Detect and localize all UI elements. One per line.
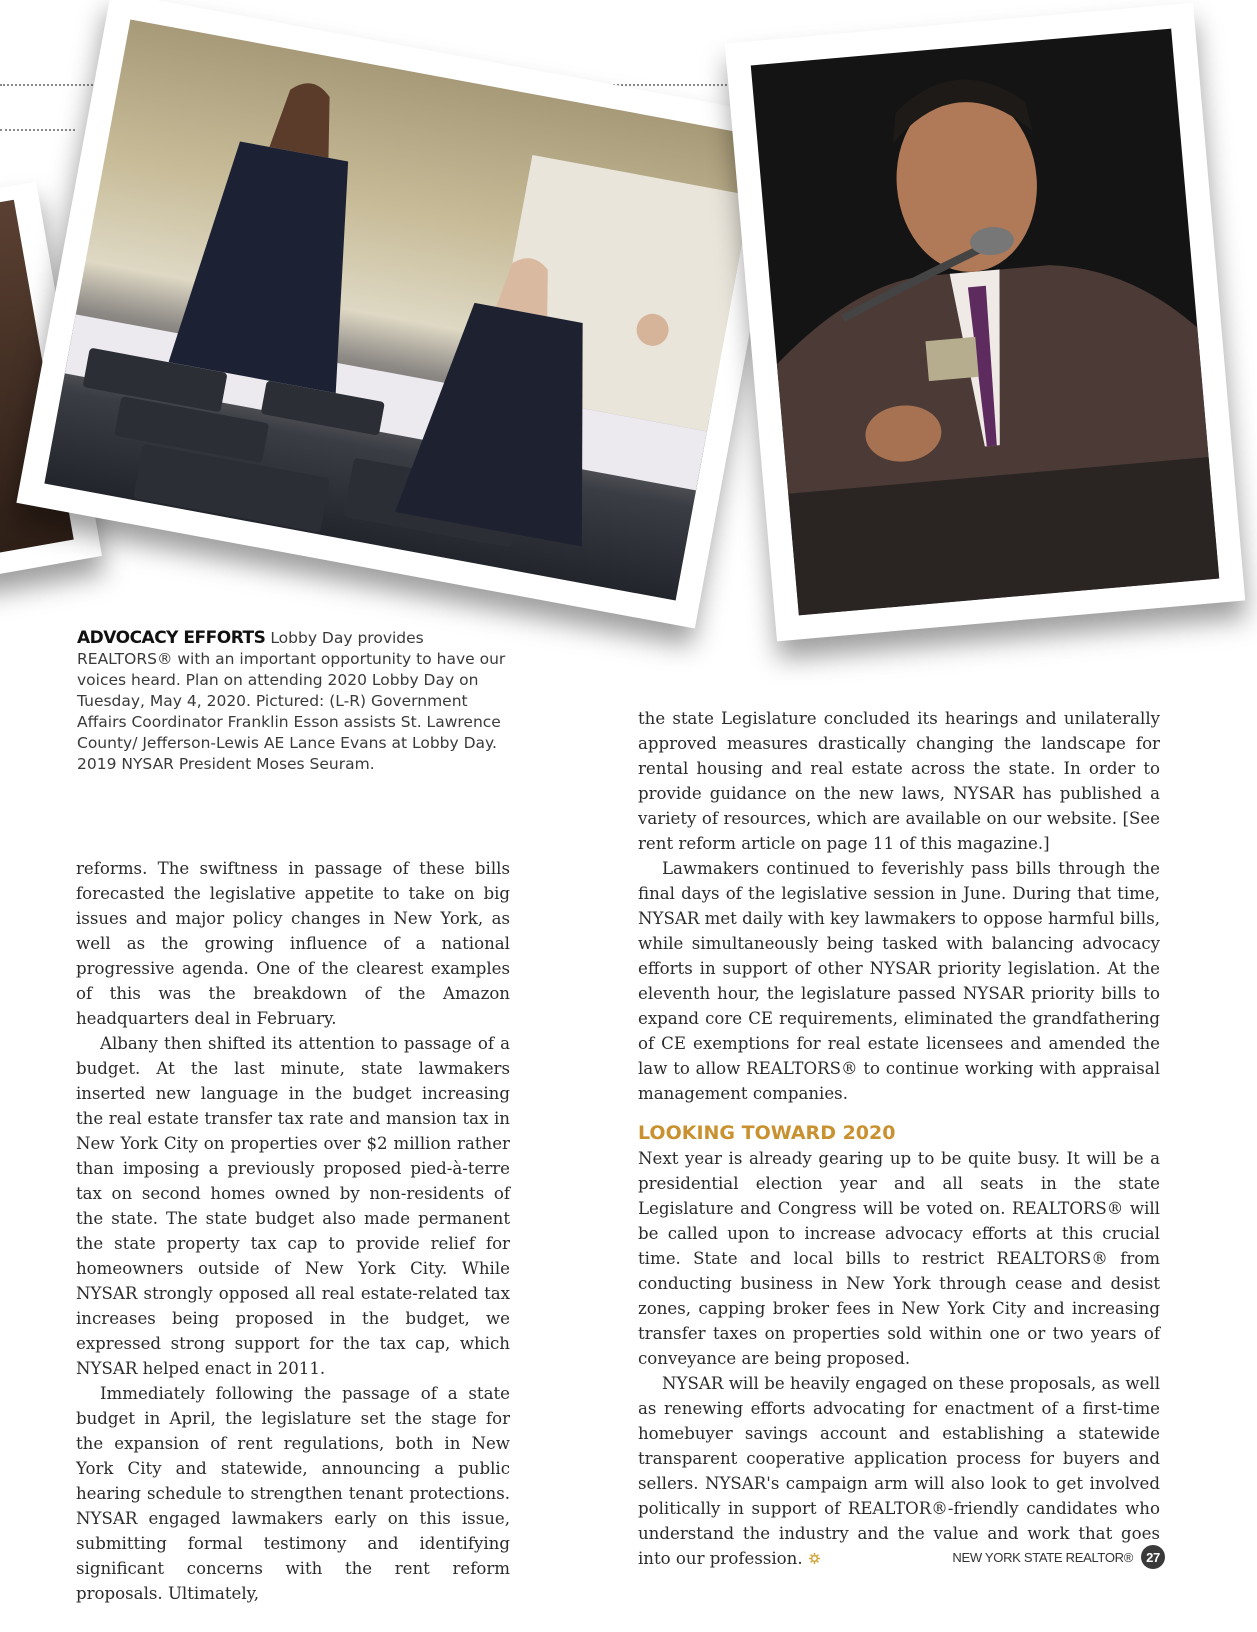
lobby-day-illustration	[44, 19, 761, 600]
caption-kicker: ADVOCACY EFFORTS	[77, 628, 266, 648]
speaker-photo-frame	[725, 3, 1246, 642]
speaker-photo	[751, 29, 1220, 616]
right-column	[638, 706, 1160, 1571]
right-paragraph-1: the state Legislature concluded its hearings and unilaterally approved measures drastically changing the landscape for rental housing and real estate across the state. In order to provide guidance on the new laws, NYSAR has published a variety of resources, which are available on our website. [See rent reform article on page 11 of this magazine.]	[638, 709, 1160, 853]
lobby-day-photo	[44, 19, 761, 600]
lobby-day-photo-frame	[16, 0, 789, 629]
dotted-rule	[0, 84, 105, 86]
speaker-illustration	[751, 29, 1220, 616]
left-paragraph-3: Immediately following the passage of a state budget in April, the legislature set the stage for the expansion of rent regulations, both in New York City and statewide, announcing a public hearing schedule to strengthen tenant protections. NYSAR engaged lawmakers early on this issue, submitting formal testimony and identifying significant concerns with the rent reform proposals. Ultimately,	[76, 1384, 510, 1603]
caption-text: Lobby Day provides REALTORS® with an important opportunity to have our voices heard. Plan on attending 2020 Lobby Day on Tuesday, May 4, 2020. Pictured: (L-R) Government Affairs Coordinator Franklin Esson assists St. Lawrence County/ Jefferson-Lewis AE Lance Evans at Lobby Day. 2019 NYSAR President Moses Seuram.	[77, 629, 506, 773]
section-paragraph-1: Next year is already gearing up to be quite busy. It will be a presidential election year and all seats in the state Legislature and Congress will be voted on. REALTORS® will be called upon to increase advocacy efforts at this crucial time. State and local bills to restrict REALTORS® from conducting business in New York through cease and desist zones, capping broker fees in New York City and increasing transfer taxes on properties sold within one or two years of conveyance are being proposed.	[638, 1149, 1160, 1368]
left-paragraph-2: Albany then shifted its attention to passage of a budget. At the last minute, state lawmakers inserted new language in the budget increasing the real estate transfer tax rate and mansion tax in New York City on properties over $2 million rather than imposing a previously proposed pied-à-terre tax on second homes owned by non-residents of the state. The state budget also made permanent the state property tax cap to provide relief for homeowners outside of New York City. While NYSAR strongly opposed all real estate-related tax increases being proposed in the budget, we expressed strong support for the tax cap, which NYSAR helped enact in 2011.	[76, 1034, 510, 1378]
dotted-rule	[0, 129, 75, 131]
publication-name: NEW YORK STATE REALTOR®	[952, 1549, 1133, 1565]
photo-caption	[77, 628, 517, 775]
right-paragraph-2: Lawmakers continued to feverishly pass bills through the final days of the legislative session in June. During that time, NYSAR met daily with key lawmakers to oppose harmful bills, while simultaneously being tasked with balancing advocacy efforts in support of other NYSAR priority legislation. At the eleventh hour, the legislature passed NYSAR priority bills to expand core CE requirements, eliminated the grandfathering of CE exemptions for real estate licensees and amended the law to allow REALTORS® to continue working with appraisal management companies.	[638, 859, 1160, 1103]
left-paragraph-1: reforms. The swiftness in passage of these bills forecasted the legislative appetite to take on big issues and major policy changes in New York, as well as the growing influence of a national progressive agenda. One of the clearest examples of this was the breakdown of the Amazon headquarters deal in February.	[76, 859, 510, 1028]
page-number: 27	[1141, 1545, 1165, 1569]
page-footer	[952, 1545, 1165, 1569]
left-column	[76, 856, 510, 1606]
section-paragraph-2-text: NYSAR will be heavily engaged on these proposals, as well as renewing efforts advocating for enactment of a first-time homebuyer savings account and establishing a statewide transparent cooperative application process for buyers and sellers. NYSAR's campaign arm will also look to get involved politically in support of REALTOR®-friendly candidates who understand the industry and the value and work that goes into our profession.	[638, 1374, 1160, 1568]
section-heading: LOOKING TOWARD 2020	[638, 1122, 896, 1144]
section-paragraph-2	[638, 1371, 1160, 1571]
end-mark-icon	[808, 1552, 821, 1565]
